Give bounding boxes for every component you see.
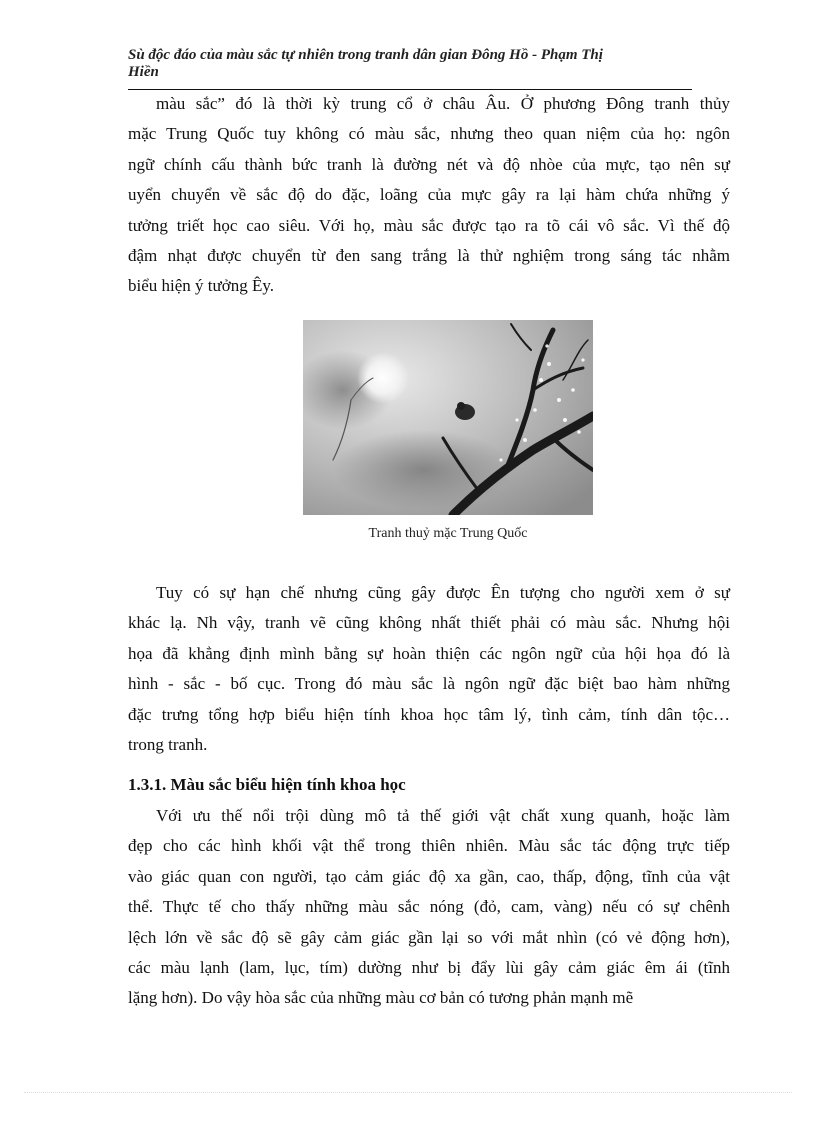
paragraph-line: ngữ chính cấu thành bức tranh là đường nét và độ nhòe của mực, tạo nên sự: [128, 154, 730, 174]
paragraph-line: thể. Thực tế cho thấy những màu sắc nóng (đỏ, cam, vàng) nếu có sự chênh: [128, 897, 730, 917]
paragraph-line: đặc trưng tổng hợp biểu hiện tính khoa học tâm lý, tình cảm, tính dân tộc…: [128, 704, 730, 724]
paragraph-line: Với ưu thế nổi trội dùng mô tả thế giới vật chất xung quanh, hoặc làm: [156, 806, 730, 825]
paragraph-line: khác lạ. Nh vậy, tranh vẽ cũng không nhất thiết phải có màu sắc. Nhưng hội: [128, 613, 730, 633]
paragraph-line: lệch lớn về sắc độ sẽ gây cảm giác gần lại so với mắt nhìn (có vẻ động hơn),: [128, 927, 730, 947]
paragraph-line: tưởng triết học cao siêu. Với họ, màu sắc được tạo ra tõ cái vô sắc. Vì thế độ: [128, 215, 730, 235]
figure-caption: Tranh thuỷ mặc Trung Quốc: [368, 526, 528, 541]
paragraph-line: uyển chuyển về sắc độ do đặc, loãng của mực gây ra lại hàm chứa những ý: [128, 185, 730, 205]
paragraph-line: các màu lạnh (lam, lục, tím) dường như bị đẩy lùi gây cảm giác êm ái (tĩnh: [128, 958, 730, 978]
paragraph-line: họa đã khẳng định mình bằng sự hoàn thiện các ngôn ngữ của hội họa đó là: [128, 643, 730, 663]
paragraph-line: đậm nhạt được chuyển từ đen sang trắng là thử nghiệm trong sáng tác nhằm: [128, 246, 730, 266]
paragraph-line: lặng hơn). Do vậy hòa sắc của những màu cơ bản có tương phản mạnh mẽ: [128, 988, 634, 1008]
paragraph-line: mặc Trung Quốc tuy không có màu sắc, nhưng theo quan niệm của họ: ngôn: [128, 124, 730, 144]
paragraph-line: đẹp cho các hình khối vật thể trong thiên nhiên. Màu sắc tác động trực tiếp: [128, 836, 730, 856]
paragraph-line: màu sắc” đó là thời kỳ trung cổ ở châu Âu. Ở phương Đông tranh thủy: [156, 94, 730, 113]
paragraph-1: [128, 89, 730, 302]
ink-painting-illustration: [303, 320, 593, 515]
paragraph-3: [128, 801, 730, 1014]
paragraph-line: hình - sắc - bố cục. Trong đó màu sắc là ngôn ngữ đặc biệt bao hàm những: [128, 674, 730, 694]
header-title-line-1: Sù độc đáo của màu sắc tự nhiên trong tranh dân gian Đông Hồ - Phạm Thị: [128, 47, 603, 63]
paragraph-2: [128, 578, 730, 760]
running-header: [128, 47, 692, 81]
paragraph-line: biểu hiện ý tưởng Êy.: [128, 276, 274, 296]
paragraph-line: Tuy có sự hạn chế nhưng cũng gây được Ên tượng cho người xem ở sự: [156, 583, 730, 602]
header-title-line-2: Hiền: [128, 64, 159, 80]
paragraph-line: trong tranh.: [128, 735, 208, 755]
paragraph-line: vào giác quan con người, tạo cảm giác độ xa gần, cao, thấp, động, tĩnh của vật: [128, 866, 730, 886]
ink-painting-image: [303, 320, 593, 515]
section-heading: 1.3.1. Màu sắc biểu hiện tính khoa học: [128, 775, 406, 794]
page-bottom-border: [24, 1092, 792, 1093]
